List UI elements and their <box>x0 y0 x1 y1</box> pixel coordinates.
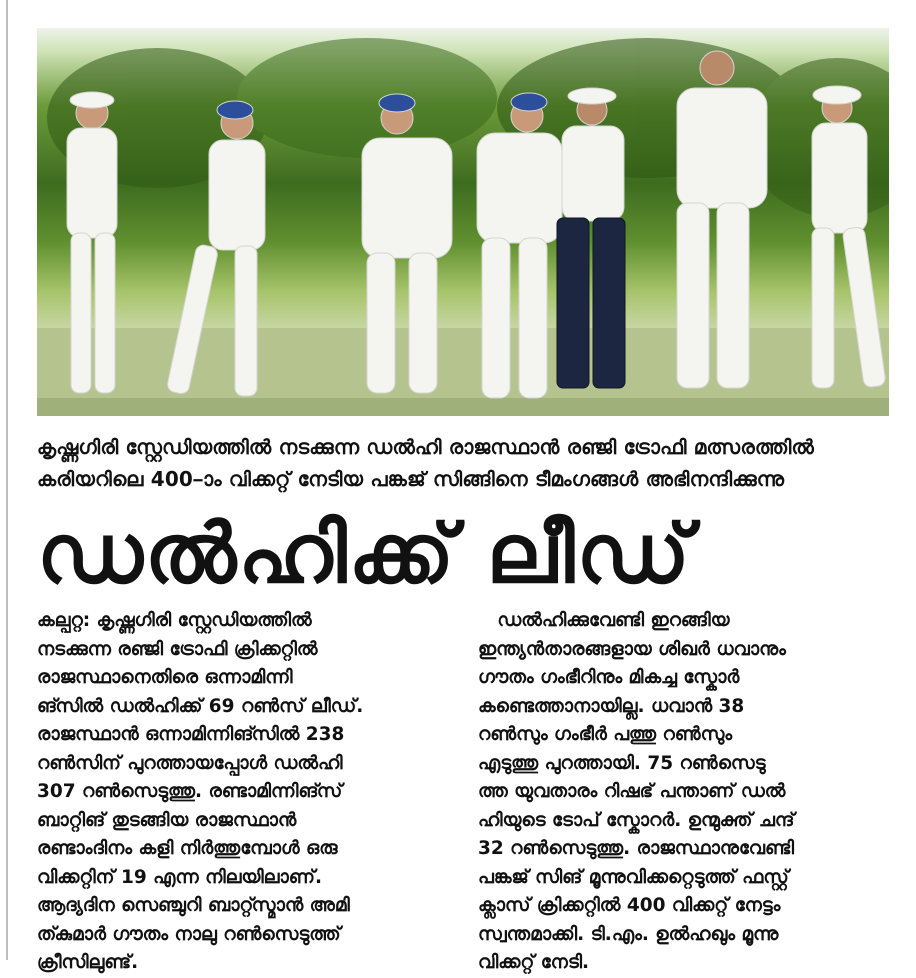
caption-line: കൃഷ്ണഗിരി സ്റ്റേഡിയത്തിൽ നടക്കുന്ന ഡൽഹി രാജസ്ഥാൻ രഞ്ജി ട്രോഫി മത്സരത്തിൽ <box>37 435 814 459</box>
article-line <box>37 607 437 636</box>
article-column-right <box>478 607 878 978</box>
article-line: 307 റൺസെടുത്തു. രണ്ടാമിന്നിങ്സ് <box>37 781 343 802</box>
article-line: പങ്കജ് സിങ് മൂന്നുവിക്കറ്റെടുത്ത് ഫസ്റ്റ് <box>478 866 789 888</box>
article-line: വിക്കറ്റിന് 19 എന്ന നിലയിലാണ്. <box>37 866 323 888</box>
article-line: ക്രീസിലുണ്ട്. <box>37 952 139 973</box>
dateline: കല്പറ്റ: <box>37 610 91 631</box>
article-line: 32 റൺസെടുത്തു. രാജസ്ഥാനുവേണ്ടി <box>478 838 795 859</box>
article-line: ഡൽഹിക്കുവേണ്ടി ഇറങ്ങിയ <box>478 610 730 631</box>
article-line: റൺസും ഗംഭീർ പത്തു റൺസും <box>478 724 733 745</box>
article-line: ഗൗതം ഗംഭീറിനും മികച്ച സ്കോർ <box>478 667 740 688</box>
article-line: ങ്സിൽ ഡൽഹിക്ക് 69 റൺസ് ലീഡ്. <box>37 695 364 717</box>
article-line: വിക്കറ്റ് നേടി. <box>478 952 590 973</box>
headline: ഡൽഹിക്ക് ലീഡ് <box>37 507 692 602</box>
article-line: കണ്ടെത്താനായില്ല. ധവാൻ 38 <box>478 695 745 717</box>
article-line: റൺസിന് പുറത്തായപ്പോൾ ഡൽഹി <box>37 752 343 774</box>
article-column-left <box>37 607 437 978</box>
article-line: ബാറ്റിങ് തുടങ്ങിയ രാജസ്ഥാൻ <box>37 809 297 831</box>
caption-line: കരിയറിലെ 400–ാം വിക്കറ്റ് നേടിയ പങ്കജ് സിങ്ങിനെ ടീമംഗങ്ങൾ അഭിനന്ദിക്കുന്നു <box>37 467 785 491</box>
article-line: ത്ത യുവതാരം റിഷഭ് പന്താണ് ഡൽ <box>478 781 786 802</box>
article-text: കൃഷ്ണഗിരി സ്റ്റേഡിയത്തിൽ <box>90 610 312 631</box>
article-line: ഇന്ത്യൻതാരങ്ങളായ ശിഖർ ധവാനും <box>478 638 786 660</box>
news-photo <box>37 28 889 416</box>
article-line: രാജസ്ഥാനെതിരെ ഒന്നാമിന്നി <box>37 667 293 688</box>
cricket-team-photo-icon <box>37 28 889 416</box>
article-line: സ്വന്തമാക്കി. ടി.എം. ഉൽഹഖും മൂന്നു <box>478 923 779 945</box>
article-line: ക്ലാസ് ക്രിക്കറ്റിൽ 400 വിക്കറ്റ് നേട്ടം <box>478 895 781 916</box>
article-line: എടുത്തു പുറത്തായി. 75 റൺസെടു <box>478 752 766 774</box>
article-line: രണ്ടാംദിനം കളി നിർത്തുമ്പോൾ ഒരു <box>37 838 338 859</box>
article-line: ആദ്യദിന സെഞ്ചുറി ബാറ്റ്സ്മാൻ അമി <box>37 895 350 916</box>
column-rule <box>6 0 8 960</box>
article-line: രാജസ്ഥാൻ ഒന്നാമിന്നിങ്സിൽ 238 <box>37 724 345 745</box>
article-line: നടക്കുന്ന രഞ്ജി ട്രോഫി ക്രിക്കറ്റിൽ <box>37 638 318 660</box>
article-line: ഹിയുടെ ടോപ് സ്കോറർ. ഉന്മുക്ത് ചന്ദ് <box>478 809 795 831</box>
article-line: ത്കുമാർ ഗൗതം നാലു റൺസെടുത്ത് <box>37 923 341 945</box>
photo-caption <box>37 431 889 495</box>
